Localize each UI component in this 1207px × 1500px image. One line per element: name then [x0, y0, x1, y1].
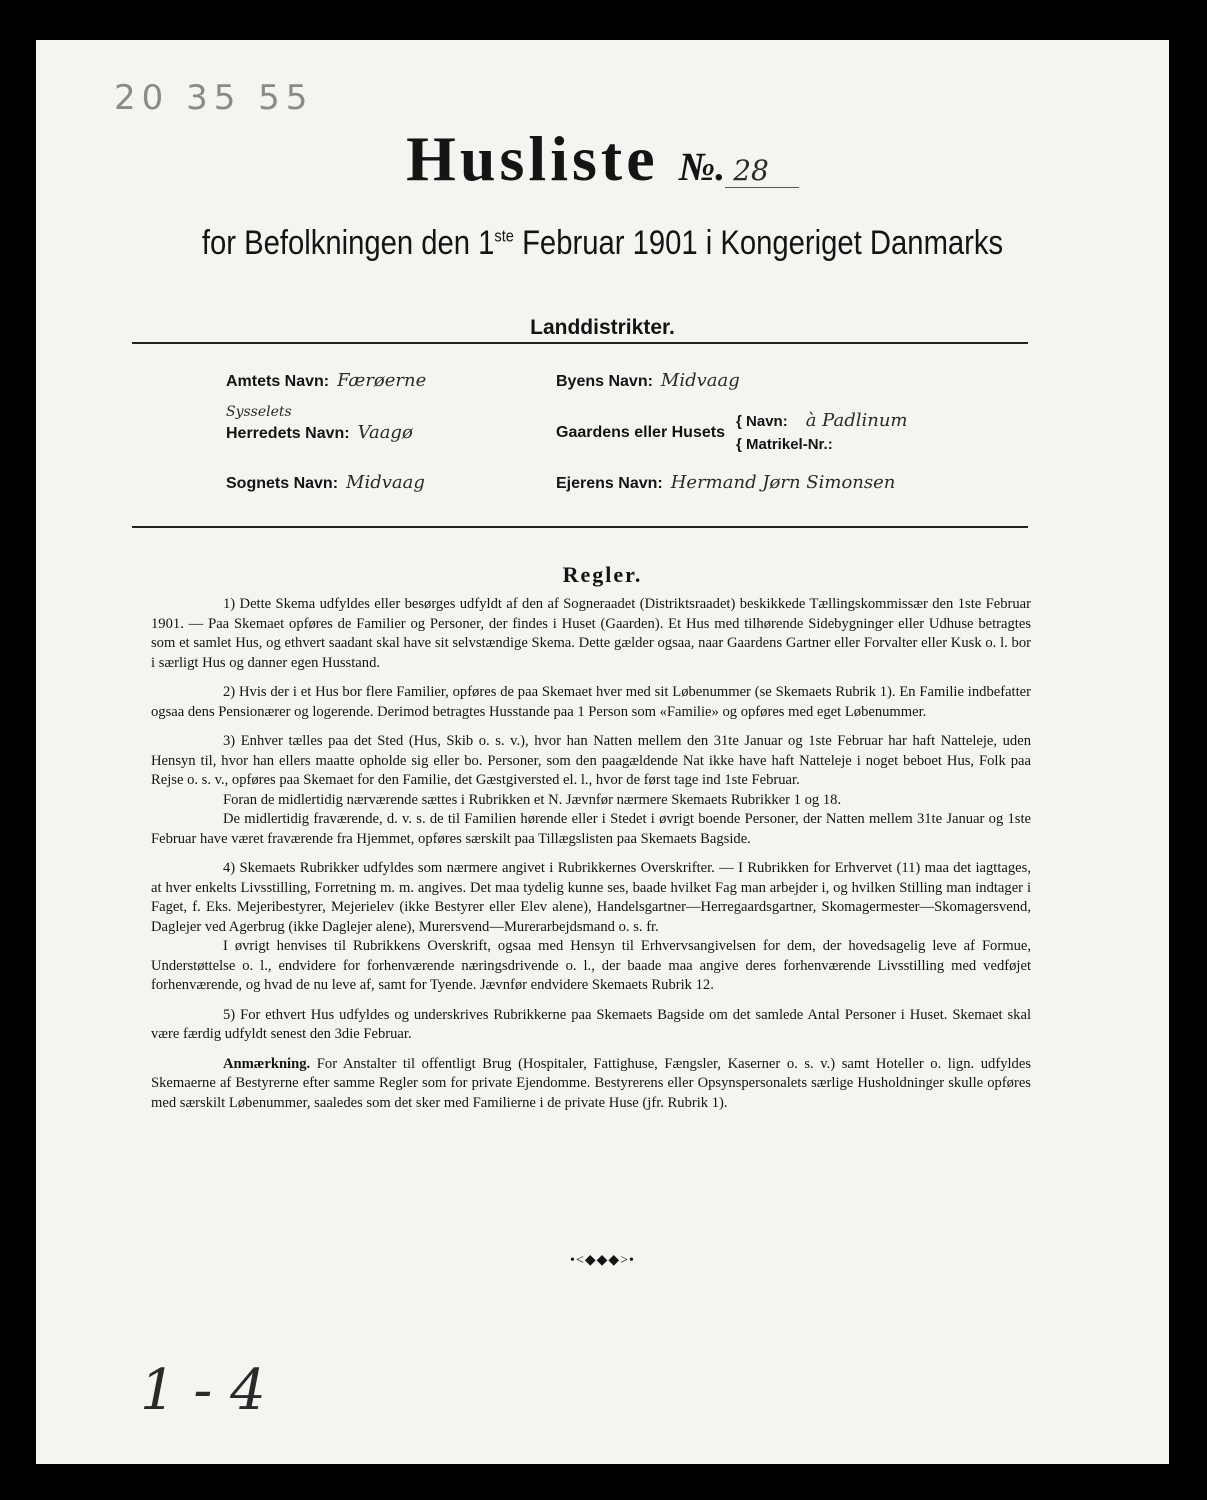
- subtitle-sup: ste: [494, 226, 514, 246]
- by-field: [556, 370, 740, 391]
- herred-value: Vaagø: [357, 422, 413, 443]
- pencil-archive-number: 20 35 55: [114, 78, 314, 118]
- rule-2: 2) Hvis der i et Hus bor flere Familier, opføres de paa Skemaet hver med sit Løbenummer (se Skemaets Rubrik 1). En Familie indbefatter ogsaa dens Pensionærer og logerende. Derimod betragtes Husstande paa 1 Person som «Familie» og opføres med eget Løbenummer.: [151, 684, 1031, 720]
- subtitle-landdistrikter: Landdistrikter.: [530, 316, 675, 339]
- by-value: Midvaag: [660, 370, 740, 391]
- matrikel-field: { Matrikel-Nr.:: [736, 436, 833, 453]
- matrikel-label: Matrikel-Nr.:: [746, 436, 833, 453]
- document-page: [36, 40, 1169, 1464]
- remark: [151, 1055, 1031, 1114]
- rules-body: [151, 595, 1031, 1123]
- rule-5: 5) For ethvert Hus udfyldes og underskrives Rubrikkerne paa Skemaets Bagside om det samlede Antal Personer i Huset. Skemaet skal være færdig udfyldt senest den 3die Februar.: [151, 1006, 1031, 1042]
- number-label: №.: [678, 144, 726, 189]
- sysselets-annotation: Sysselets: [226, 404, 292, 420]
- regler-heading: Regler.: [562, 562, 643, 587]
- gaard-label: Gaardens eller Husets: [556, 424, 725, 441]
- navn-label: Navn:: [746, 413, 788, 430]
- sogn-label: Sognets Navn:: [226, 475, 339, 492]
- ejer-field: [556, 472, 895, 493]
- remark-text: For Anstalter til offentligt Brug (Hospitaler, Fattighuse, Fængsler, Kaserner o. s. v.) samt Hoteller o. lign. udfyldes Skemaerne af Bestyrerne efter samme Regler som for private Ejendomme. Bestyrerens eller Opsynspersonalets særlige Husholdninger skulle opføres med særskilt Løbenummer, saaledes som det sker med Familierne i de private Huse (jfr. Rubrik 1).: [151, 1055, 1031, 1111]
- amt-value: Færøerne: [337, 370, 427, 391]
- ejer-label: Ejerens Navn:: [556, 475, 663, 492]
- handwritten-page-mark: 1 - 4: [140, 1358, 266, 1423]
- title-word: Husliste: [406, 123, 659, 194]
- navn-field: { Navn: à Padlinum: [736, 410, 908, 431]
- rule-3-note-a: Foran de midlertidig nærværende sættes i Rubrikken et N. Jævnfør nærmere Skemaets Rubrikker 1 og 18.: [223, 791, 842, 808]
- rule-4-note: I øvrigt henvises til Rubrikkens Overskrift, ogsaa med Hensyn til Erhvervsangivelsen for dem, der hovedsagelig leve af Formue, Understøttelse o. l., endvidere for forhenværende næringsdrivende o. l., der baade maa angive deres forhenværende Livsstilling med vedføjet forhenværende, og hvad de nu leve af, samt for Tyende. Jævnfør endvidere Skemaets Rubrik 12.: [151, 938, 1031, 993]
- page-title: [36, 122, 1169, 196]
- subtitle-pre: for Befolkningen den 1: [201, 224, 495, 262]
- sogn-field: [226, 472, 425, 493]
- ejer-value: Hermand Jørn Simonsen: [670, 472, 896, 493]
- navn-value: à Padlinum: [805, 410, 908, 431]
- amt-label: Amtets Navn:: [226, 373, 330, 390]
- ornament-divider: •<◆◆◆>•: [570, 1253, 635, 1268]
- sogn-value: Midvaag: [346, 472, 425, 493]
- subtitle-post: Februar 1901 i Kongeriget Danmarks: [513, 224, 1004, 262]
- subtitle: [115, 224, 1089, 263]
- house-number-value: 28: [725, 154, 799, 188]
- by-label: Byens Navn:: [556, 373, 653, 390]
- gaard-field: [556, 424, 725, 442]
- rule-3: 3) Enhver tælles paa det Sted (Hus, Skib o. s. v.), hvor han Natten mellem den 31te Januar og 1ste Februar har haft Natteleje, uden Hensyn til, hvor han ellers maatte opholde sig eller bo. Personer, som den paagældende Nat ikke have haft Natteleje i noget beboet Hus, Folk paa Rejse o. s. v., opføres paa Skemaet for den Familie, det Gæstgiversted el. l., hvor de først tage ind 1ste Februar.: [151, 733, 1031, 788]
- middle-rule: [132, 526, 1028, 528]
- rule-1: 1) Dette Skema udfyldes eller besørges udfyldt af den af Sogneraadet (Distriktsraadet) beskikkede Tællingskommissær den 1ste Februar 1901. — Paa Skemaet opføres de Familier og Personer, der findes i Huset (Gaarden). Et Hus med tilhørende Sidebygninger eller Udhuse betragtes som et samlet Hus, og ethvert saadant skal have sit selvstændige Skema. Dette gælder ogsaa, naar Gaardens Gartner eller Forvalter eller Kusk o. l. bor i særligt Hus og danner egen Husstand.: [151, 596, 1031, 671]
- rule-4: 4) Skemaets Rubrikker udfyldes som nærmere angivet i Rubrikkernes Overskrifter. — I Rubrikken for Erhvervet (11) maa det iagttages, at hver enkelts Livsstilling, Forretning m. m. angives. Det maa tydelig kunne ses, baade hvilket Fag man arbejder i, og hvilken Stilling man indtager i Faget, f. Eks. Mejeribestyrer, Mejerielev (ikke Bestyrer eller Elev alene), Handelsgartner—Herregaardsgartner, Skomagermester—Skomagersvend, Daglejer ved Agerbrug (ikke Daglejer alene), Murersvend—Murerarbejdsmand o. s. fr.: [151, 860, 1031, 935]
- rule-3-note-b: De midlertidig fraværende, d. v. s. de til Familien hørende eller i Stedet i øvrigt boende Personer, der Natten mellem 31te Januar og 1ste Februar have været fraværende fra Hjemmet, opføres særskilt paa Tillægslisten paa Skemaets Bagside.: [151, 811, 1031, 847]
- amt-field: [226, 370, 426, 391]
- herred-label: Herredets Navn:: [226, 425, 350, 442]
- remark-label: Anmærkning.: [223, 1055, 311, 1072]
- top-rule: [132, 342, 1028, 344]
- herred-field: [226, 422, 413, 443]
